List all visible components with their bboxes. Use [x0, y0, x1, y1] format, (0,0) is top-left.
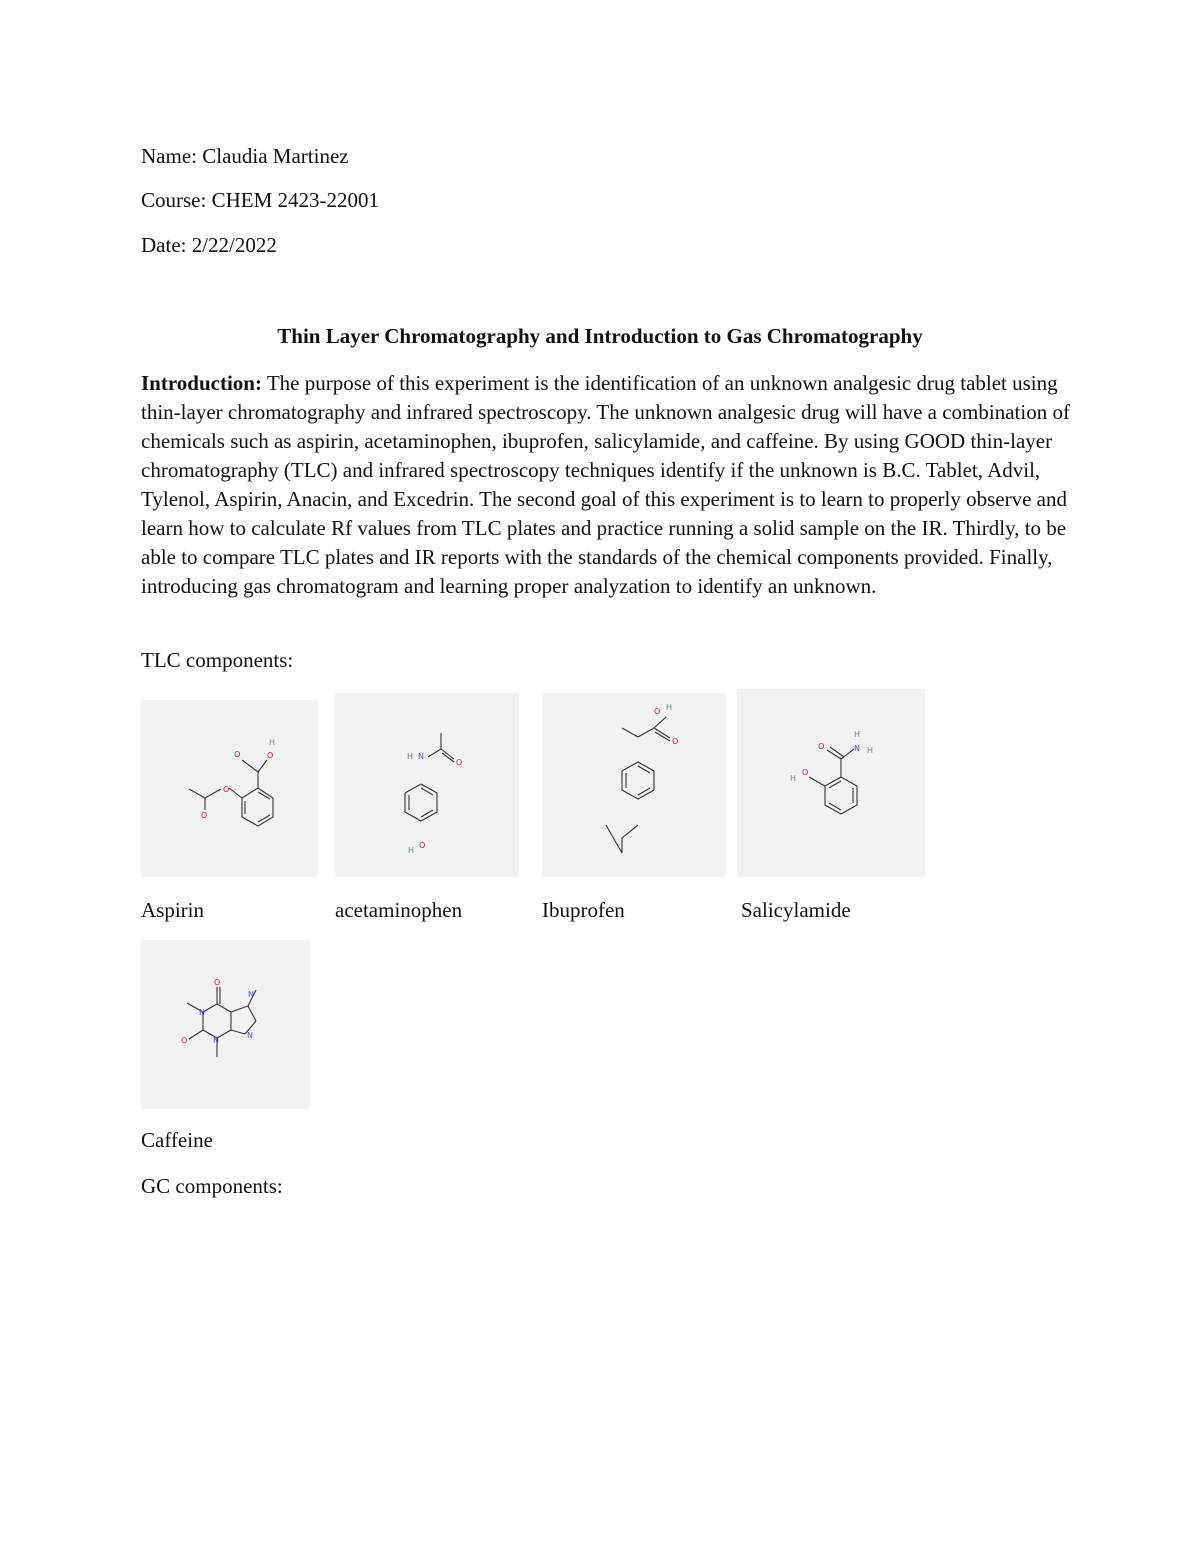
- oxygen-atom-label: O: [181, 1036, 188, 1045]
- caffeine-caption: Caffeine: [141, 1128, 213, 1152]
- introduction-paragraph: [141, 369, 1071, 601]
- hydrogen-atom-label: H: [790, 774, 797, 783]
- oxygen-atom-label: O: [223, 785, 230, 794]
- caffeine-structure-image: [141, 940, 310, 1109]
- hydrogen-atom-label: H: [666, 703, 673, 712]
- student-name: Name: Claudia Martinez: [141, 144, 349, 168]
- hydrogen-atom-label: H: [408, 846, 415, 855]
- introduction-label: Introduction:: [141, 371, 262, 395]
- oxygen-atom-label: O: [419, 841, 426, 850]
- date-line: Date: 2/22/2022: [141, 233, 277, 257]
- hydrogen-atom-label: H: [269, 738, 276, 747]
- nitrogen-atom-label: N: [854, 744, 860, 753]
- acetaminophen-caption: acetaminophen: [335, 898, 463, 922]
- salicylamide-caption: Salicylamide: [741, 898, 851, 922]
- aspirin-caption: Aspirin: [141, 898, 204, 922]
- nitrogen-atom-label: N: [248, 990, 254, 999]
- oxygen-atom-label: O: [456, 758, 463, 767]
- nitrogen-atom-label: N: [199, 1008, 205, 1017]
- course-line: Course: CHEM 2423-22001: [141, 188, 379, 212]
- nitrogen-atom-label: N: [247, 1031, 253, 1040]
- oxygen-atom-label: O: [818, 742, 825, 751]
- salicylamide-structure-image: [737, 689, 925, 877]
- oxygen-atom-label: O: [267, 751, 274, 760]
- ibuprofen-structure-image: [542, 693, 726, 877]
- hydrogen-atom-label: H: [867, 746, 874, 755]
- ibuprofen-caption: Ibuprofen: [542, 898, 625, 922]
- tlc-heading: TLC components:: [141, 648, 294, 672]
- nitrogen-atom-label: N: [418, 752, 424, 761]
- nitrogen-atom-label: N: [213, 1036, 219, 1045]
- oxygen-atom-label: O: [672, 737, 679, 746]
- acetaminophen-structure-image: [335, 693, 519, 877]
- document-title: Thin Layer Chromatography and Introduction to Gas Chromatography: [277, 324, 923, 348]
- oxygen-atom-label: O: [654, 707, 661, 716]
- aspirin-structure-image: [141, 700, 318, 877]
- gc-heading: GC components:: [141, 1174, 283, 1198]
- oxygen-atom-label: O: [802, 768, 809, 777]
- introduction-text: The purpose of this experiment is the identification of an unknown analgesic drug tablet using thin-layer chromatography and infrared spectroscopy. The unknown analgesic drug will have a combination of chemicals such as aspirin, acetaminophen, ibuprofen, salicylamide, and caffeine. By using GOOD thin-layer chromatography (TLC) and infrared spectroscopy techniques identify if the unknown is B.C. Tablet, Advil, Tylenol, Aspirin, Anacin, and Excedrin. The second goal of this experiment is to learn to properly observe and learn how to calculate Rf values from TLC plates and practice running a solid sample on the IR. Thirdly, to be able to compare TLC plates and IR reports with the standards of the chemical components provided. Finally, introducing gas chromatogram and learning proper analyzation to identify an unknown.: [141, 371, 1070, 598]
- oxygen-atom-label: O: [234, 750, 241, 759]
- oxygen-atom-label: O: [201, 811, 208, 820]
- hydrogen-atom-label: H: [407, 752, 414, 761]
- hydrogen-atom-label: H: [854, 730, 861, 739]
- oxygen-atom-label: O: [214, 978, 221, 987]
